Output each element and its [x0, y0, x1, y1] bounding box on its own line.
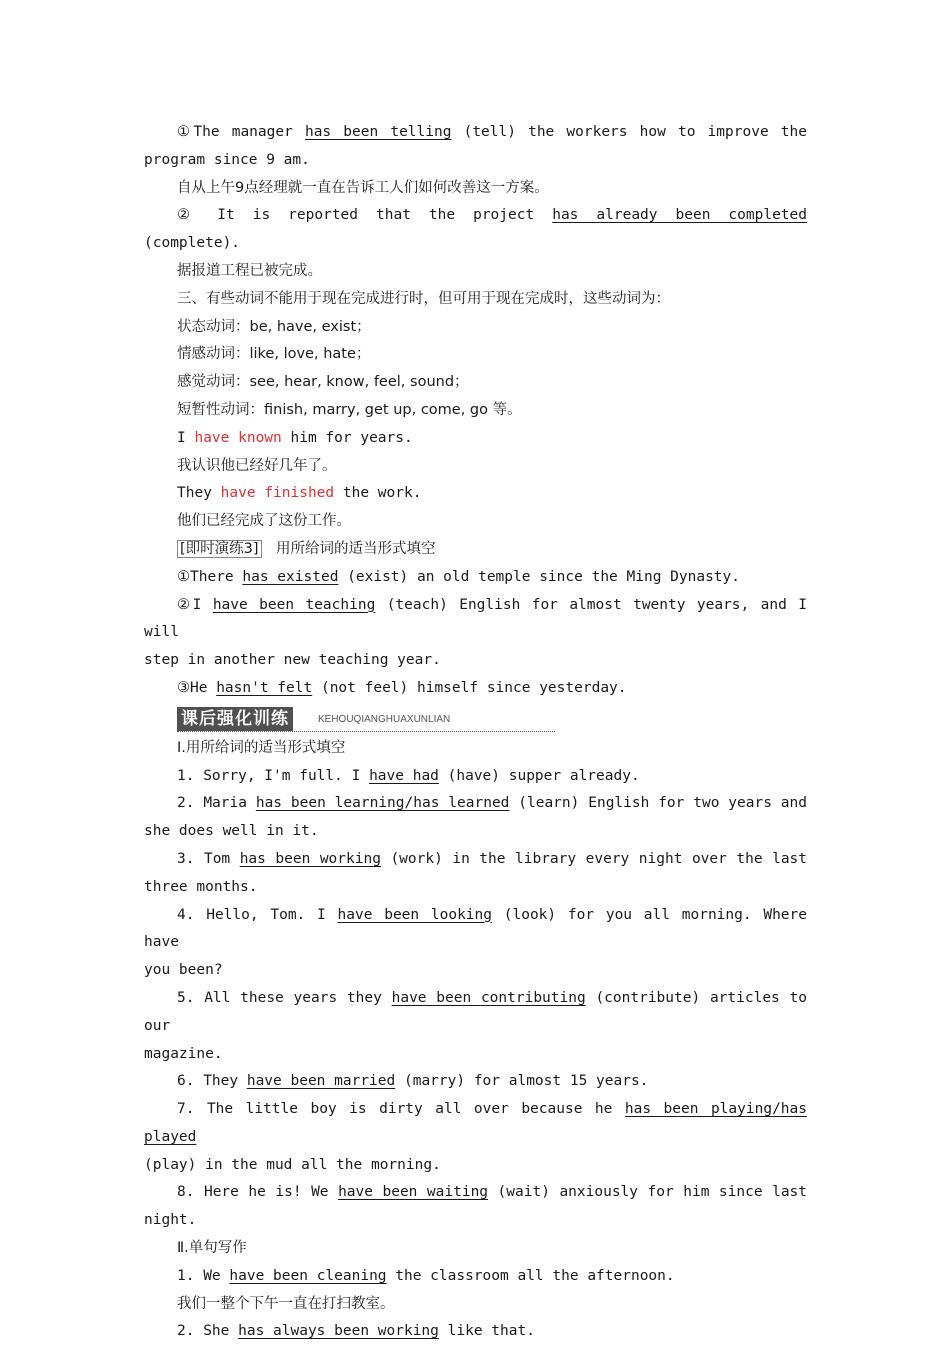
- rule-3-item: 情感动词：like, love, hate；: [177, 346, 371, 363]
- part-1-q2-cont: she does well in it.: [144, 823, 319, 840]
- drill-tag: [即时演练3]: [177, 540, 262, 558]
- answer: have been waiting: [338, 1184, 489, 1201]
- example-1: ①The manager has been telling (tell) the workers how to improve the: [177, 124, 807, 140]
- rule-3-example: They have finished the work.: [177, 485, 422, 502]
- answer: hasn't felt: [216, 679, 313, 696]
- document-content: [144, 119, 807, 1346]
- rule-3-title: 三、有些动词不能用于现在完成进行时，但可用于现在完成时，这些动词为：: [177, 290, 670, 307]
- example-1-translation: 自从上午9点经理就一直在告诉工人们如何改善这一方案。: [177, 179, 549, 196]
- answer: has been playing/has played: [144, 1101, 807, 1145]
- part-1-q7-cont: (play) in the mud all the morning.: [144, 1156, 441, 1173]
- drill-3-q3: ③He hasn't felt (not feel) himself since yesterday.: [177, 679, 627, 696]
- part-2-q1-translation: 我们一整个下午一直在打扫教室。: [177, 1295, 395, 1312]
- drill-3-q2: ②I have been teaching (teach) English for almost twenty years, and I will: [144, 596, 807, 641]
- drill-3-q1: ①There has existed (exist) an old temple since the Ming Dynasty.: [177, 568, 740, 585]
- part-2-title: Ⅱ.单句写作: [177, 1240, 247, 1257]
- rule-3-item: 状态动词：be, have, exist；: [177, 318, 371, 335]
- highlight: have known: [194, 429, 282, 446]
- answer: have had: [369, 767, 439, 784]
- answer: has been working: [239, 850, 381, 867]
- part-1-q5: 5. All these years they have been contributing (contribute) articles to our: [144, 989, 807, 1034]
- drill-3-q2-cont: step in another new teaching year.: [144, 652, 441, 669]
- part-1-q3: 3. Tom has been working (work) in the library every night over the last: [177, 850, 808, 867]
- part-1-q1: 1. Sorry, I'm full. I have had (have) supper already.: [177, 767, 640, 784]
- part-1-q8-cont: night.: [144, 1212, 197, 1229]
- part-1-q7: 7. The little boy is dirty all over because he has been playing/has played: [144, 1101, 807, 1145]
- answer: have been contributing: [391, 989, 586, 1006]
- example-2: ② It is reported that the project has already been completed (complete).: [144, 207, 807, 252]
- part-1-q5-cont: magazine.: [144, 1045, 223, 1062]
- answer: has already been completed: [552, 207, 807, 224]
- part-1-q4: 4. Hello, Tom. I have been looking (look) for you all morning. Where have: [144, 906, 807, 951]
- part-2-q2: 2. She has always been working like that.: [177, 1323, 535, 1340]
- rule-3-example: I have known him for years.: [177, 429, 413, 446]
- highlight: have finished: [220, 485, 335, 502]
- answer: has been telling: [304, 124, 452, 140]
- part-1-q2: 2. Maria has been learning/has learned (learn) English for two years and: [177, 795, 808, 812]
- part-2-q1: 1. We have been cleaning the classroom all the afternoon.: [177, 1267, 675, 1284]
- banner-subtitle: KEHOUQIANGHUAXUNLIAN: [318, 713, 451, 725]
- section-banner: [177, 705, 555, 735]
- part-1-q8: 8. Here he is! We have been waiting (wait) anxiously for him since last: [177, 1184, 808, 1201]
- answer: have been teaching: [212, 596, 376, 613]
- part-1-q3-cont: three months.: [144, 878, 258, 895]
- rule-3-item: 感觉动词：see, hear, know, feel, sound；: [177, 374, 469, 391]
- rule-3-item: 短暂性动词：finish, marry, get up, come, go 等。: [177, 401, 522, 418]
- answer: has existed: [242, 568, 339, 585]
- banner-title: 课后强化训练: [177, 707, 293, 731]
- answer: have been looking: [337, 906, 492, 923]
- example-2-translation: 据报道工程已被完成。: [177, 262, 322, 279]
- rule-3-translation: 他们已经完成了这份工作。: [177, 513, 351, 530]
- drill-3-heading: [即时演练3] 用所给词的适当形式填空: [144, 536, 807, 564]
- rule-3-translation: 我认识他已经好几年了。: [177, 457, 337, 474]
- answer: have been cleaning: [229, 1267, 387, 1284]
- part-1-q6: 6. They have been married (marry) for almost 15 years.: [177, 1073, 649, 1090]
- part-1-title: Ⅰ.用所给词的适当形式填空: [177, 739, 346, 756]
- answer: has been learning/has learned: [255, 795, 510, 812]
- answer: have been married: [246, 1073, 396, 1090]
- example-1-cont: program since 9 am.: [144, 151, 310, 168]
- answer: has always been working: [238, 1323, 439, 1340]
- banner-dotted-line: [177, 731, 555, 732]
- part-1-q4-cont: you been?: [144, 962, 223, 979]
